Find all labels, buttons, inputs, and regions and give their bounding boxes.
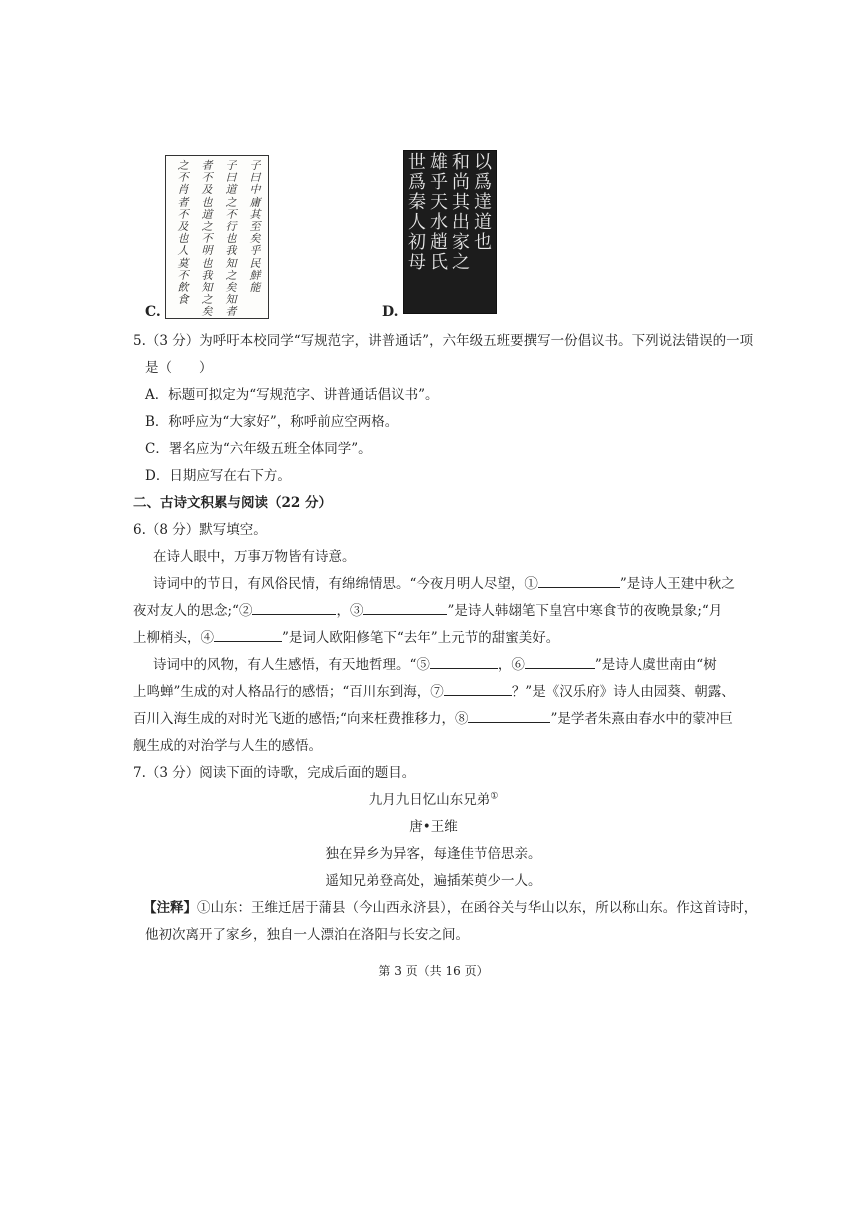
q6-para2-line1: 诗词中的风物，有人生感悟，有天地哲理。“⑤ ，⑥ ”是诗人虞世南由“树 (153, 657, 717, 673)
calligraphy-glyph: 能 (249, 281, 261, 295)
calligraphy-glyph: 民 (249, 256, 261, 270)
calligraphy-glyph: 乎 (430, 172, 448, 193)
figure-d-column (428, 153, 450, 273)
calligraphy-glyph: 人 (177, 244, 189, 258)
fill-blank-4[interactable] (214, 628, 282, 642)
calligraphy-glyph: 子 (249, 159, 261, 172)
calligraphy-glyph: 道 (225, 183, 237, 197)
calligraphy-glyph: 庸 (249, 195, 261, 209)
calligraphy-figure-c (165, 155, 269, 319)
fill-blank-3[interactable] (363, 601, 447, 615)
q6-para1-line1: 诗词中的节日，有风俗民情，有绵绵情思。“今夜月明人尽望，① ”是诗人王建中秋之 (153, 576, 735, 592)
calligraphy-glyph: 也 (201, 256, 213, 270)
q6-intro: 在诗人眼中，万事万物皆有诗意。 (153, 549, 356, 565)
calligraphy-glyph: 矣 (225, 281, 237, 295)
calligraphy-glyph: 爲 (474, 172, 492, 193)
calligraphy-glyph: 不 (177, 268, 189, 282)
calligraphy-glyph: 知 (201, 281, 213, 295)
calligraphy-glyph: 者 (201, 159, 213, 172)
calligraphy-glyph: 食 (177, 293, 189, 307)
fill-blank-8[interactable] (468, 709, 550, 723)
calligraphy-glyph: 水 (430, 212, 448, 233)
calligraphy-figure-d (403, 150, 497, 314)
section-heading: 二、古诗文积累与阅读（22 分） (133, 495, 332, 511)
poem-title: 九月九日忆山东兄弟① (368, 791, 499, 808)
q7-stem: 7.（3 分）阅读下面的诗歌，完成后面的题目。 (133, 765, 416, 781)
calligraphy-glyph: 明 (201, 244, 213, 258)
calligraphy-glyph: 鮮 (249, 268, 261, 282)
calligraphy-glyph: 矣 (249, 232, 261, 246)
figure-d-label: D. (382, 304, 399, 320)
calligraphy-glyph: 我 (225, 244, 237, 258)
fill-blank-2[interactable] (252, 601, 336, 615)
calligraphy-glyph: 也 (177, 232, 189, 246)
fill-blank-7[interactable] (444, 682, 512, 696)
footnote-mark: ① (490, 791, 499, 802)
calligraphy-glyph: 子 (225, 159, 237, 172)
calligraphy-glyph: 和 (452, 152, 470, 173)
calligraphy-glyph: 家 (452, 232, 470, 253)
calligraphy-glyph: 至 (249, 220, 261, 234)
calligraphy-glyph: 曰 (249, 171, 261, 185)
calligraphy-glyph: 之 (225, 268, 237, 282)
q5-option-c: C．署名应为“六年级五班全体同学”。 (145, 441, 372, 457)
calligraphy-glyph: 之 (452, 252, 470, 273)
calligraphy-glyph: 曰 (225, 171, 237, 185)
calligraphy-glyph: 以 (474, 152, 492, 173)
q6-para2-line2: 上鸣蝉”生成的对人格品行的感悟；“百川东到海，⑦ ？”是《汉乐府》诗人由园葵、朝露、 (133, 684, 735, 700)
calligraphy-glyph: 尚 (452, 172, 470, 193)
calligraphy-glyph: 世 (408, 152, 426, 173)
calligraphy-glyph: 道 (474, 212, 492, 233)
figure-d-column (406, 153, 428, 273)
calligraphy-glyph: 及 (177, 220, 189, 234)
calligraphy-glyph: 者 (177, 195, 189, 209)
calligraphy-glyph: 乎 (249, 244, 261, 258)
calligraphy-glyph: 之 (201, 220, 213, 234)
calligraphy-glyph: 不 (177, 207, 189, 221)
calligraphy-glyph: 莫 (177, 256, 189, 270)
figure-c-column (246, 160, 264, 294)
calligraphy-glyph: 矣 (201, 305, 213, 319)
calligraphy-glyph: 其 (452, 192, 470, 213)
fill-blank-5[interactable] (430, 655, 498, 669)
calligraphy-glyph: 之 (177, 159, 189, 172)
q6-para1-line3: 上柳梢头，④ ”是词人欧阳修笔下“去年”上元节的甜蜜美好。 (133, 630, 560, 646)
calligraphy-glyph: 之 (225, 195, 237, 209)
calligraphy-glyph: 不 (177, 171, 189, 185)
q6-para2-line3: 百川入海生成的对时光飞逝的感悟;“向来枉费推移力，⑧ ”是学者朱熹由春水中的蒙冲巨 (133, 711, 733, 727)
calligraphy-glyph: 不 (201, 232, 213, 246)
figure-c-label: C. (145, 304, 161, 320)
calligraphy-glyph: 不 (225, 207, 237, 221)
calligraphy-glyph: 也 (474, 232, 492, 253)
calligraphy-glyph: 我 (201, 268, 213, 282)
page-footer: 第 3 页（共 16 页） (378, 964, 489, 978)
q6-para2-line4: 舰生成的对治学与人生的感悟。 (133, 738, 322, 754)
figure-c-column (198, 160, 216, 319)
q5-option-b: B．称呼应为“大家好”，称呼前应空两格。 (145, 414, 399, 430)
calligraphy-glyph: 爲 (408, 172, 426, 193)
calligraphy-glyph: 者 (225, 305, 237, 319)
calligraphy-glyph: 也 (225, 232, 237, 246)
calligraphy-glyph: 知 (225, 256, 237, 270)
q5-option-d: D．日期应写在右下方。 (145, 468, 291, 484)
fill-blank-1[interactable] (538, 574, 620, 588)
calligraphy-glyph: 道 (201, 207, 213, 221)
calligraphy-glyph: 之 (201, 293, 213, 307)
fill-blank-6[interactable] (525, 655, 595, 669)
calligraphy-glyph: 也 (201, 195, 213, 209)
calligraphy-glyph: 趙 (430, 232, 448, 253)
calligraphy-glyph: 人 (408, 212, 426, 233)
calligraphy-glyph: 天 (430, 192, 448, 213)
q6-para1-line2: 夜对友人的思念;“② ，③ ”是诗人韩翃笔下皇宫中寒食节的夜晚景象;“月 (133, 603, 723, 619)
poem-note-line1: 【注释】①山东：王维迁居于蒲县（今山西永济县），在函谷关与华山以东，所以称山东。作这首诗时， (143, 900, 758, 916)
figure-d-column (450, 153, 472, 273)
calligraphy-glyph: 母 (408, 252, 426, 273)
calligraphy-glyph: 出 (452, 212, 470, 233)
calligraphy-glyph: 雄 (430, 152, 448, 173)
calligraphy-glyph: 氏 (430, 252, 448, 273)
figure-c-column (222, 160, 240, 319)
calligraphy-glyph: 不 (201, 171, 213, 185)
figure-d-column (472, 153, 494, 253)
calligraphy-glyph: 初 (408, 232, 426, 253)
poem-line-1: 独在异乡为异客，每逢佳节倍思亲。 (325, 846, 542, 862)
poem-line-2: 遥知兄弟登高处，遍插茱萸少一人。 (325, 873, 542, 889)
calligraphy-glyph: 其 (249, 207, 261, 221)
q6-stem: 6.（8 分）默写填空。 (133, 522, 267, 538)
q5-stem: 5.（3 分）为呼吁本校同学“写规范字，讲普通话”，六年级五班要撰写一份倡议书。下列说法错误的一项 (133, 333, 754, 349)
calligraphy-glyph: 行 (225, 220, 237, 234)
q5-stem-cont: 是（ ） (145, 360, 213, 376)
calligraphy-glyph: 及 (201, 183, 213, 197)
calligraphy-glyph: 知 (225, 293, 237, 307)
poem-author: 唐•王维 (409, 819, 458, 835)
calligraphy-glyph: 中 (249, 183, 261, 197)
calligraphy-glyph: 達 (474, 192, 492, 213)
figure-c-column (174, 160, 192, 306)
calligraphy-glyph: 飲 (177, 281, 189, 295)
poem-note-line2: 他初次离开了家乡，独自一人漂泊在洛阳与长安之间。 (145, 927, 469, 943)
calligraphy-glyph: 肖 (177, 183, 189, 197)
calligraphy-glyph: 秦 (408, 192, 426, 213)
q5-option-a: A．标题可拟定为“写规范字、讲普通话倡议书”。 (145, 387, 439, 403)
